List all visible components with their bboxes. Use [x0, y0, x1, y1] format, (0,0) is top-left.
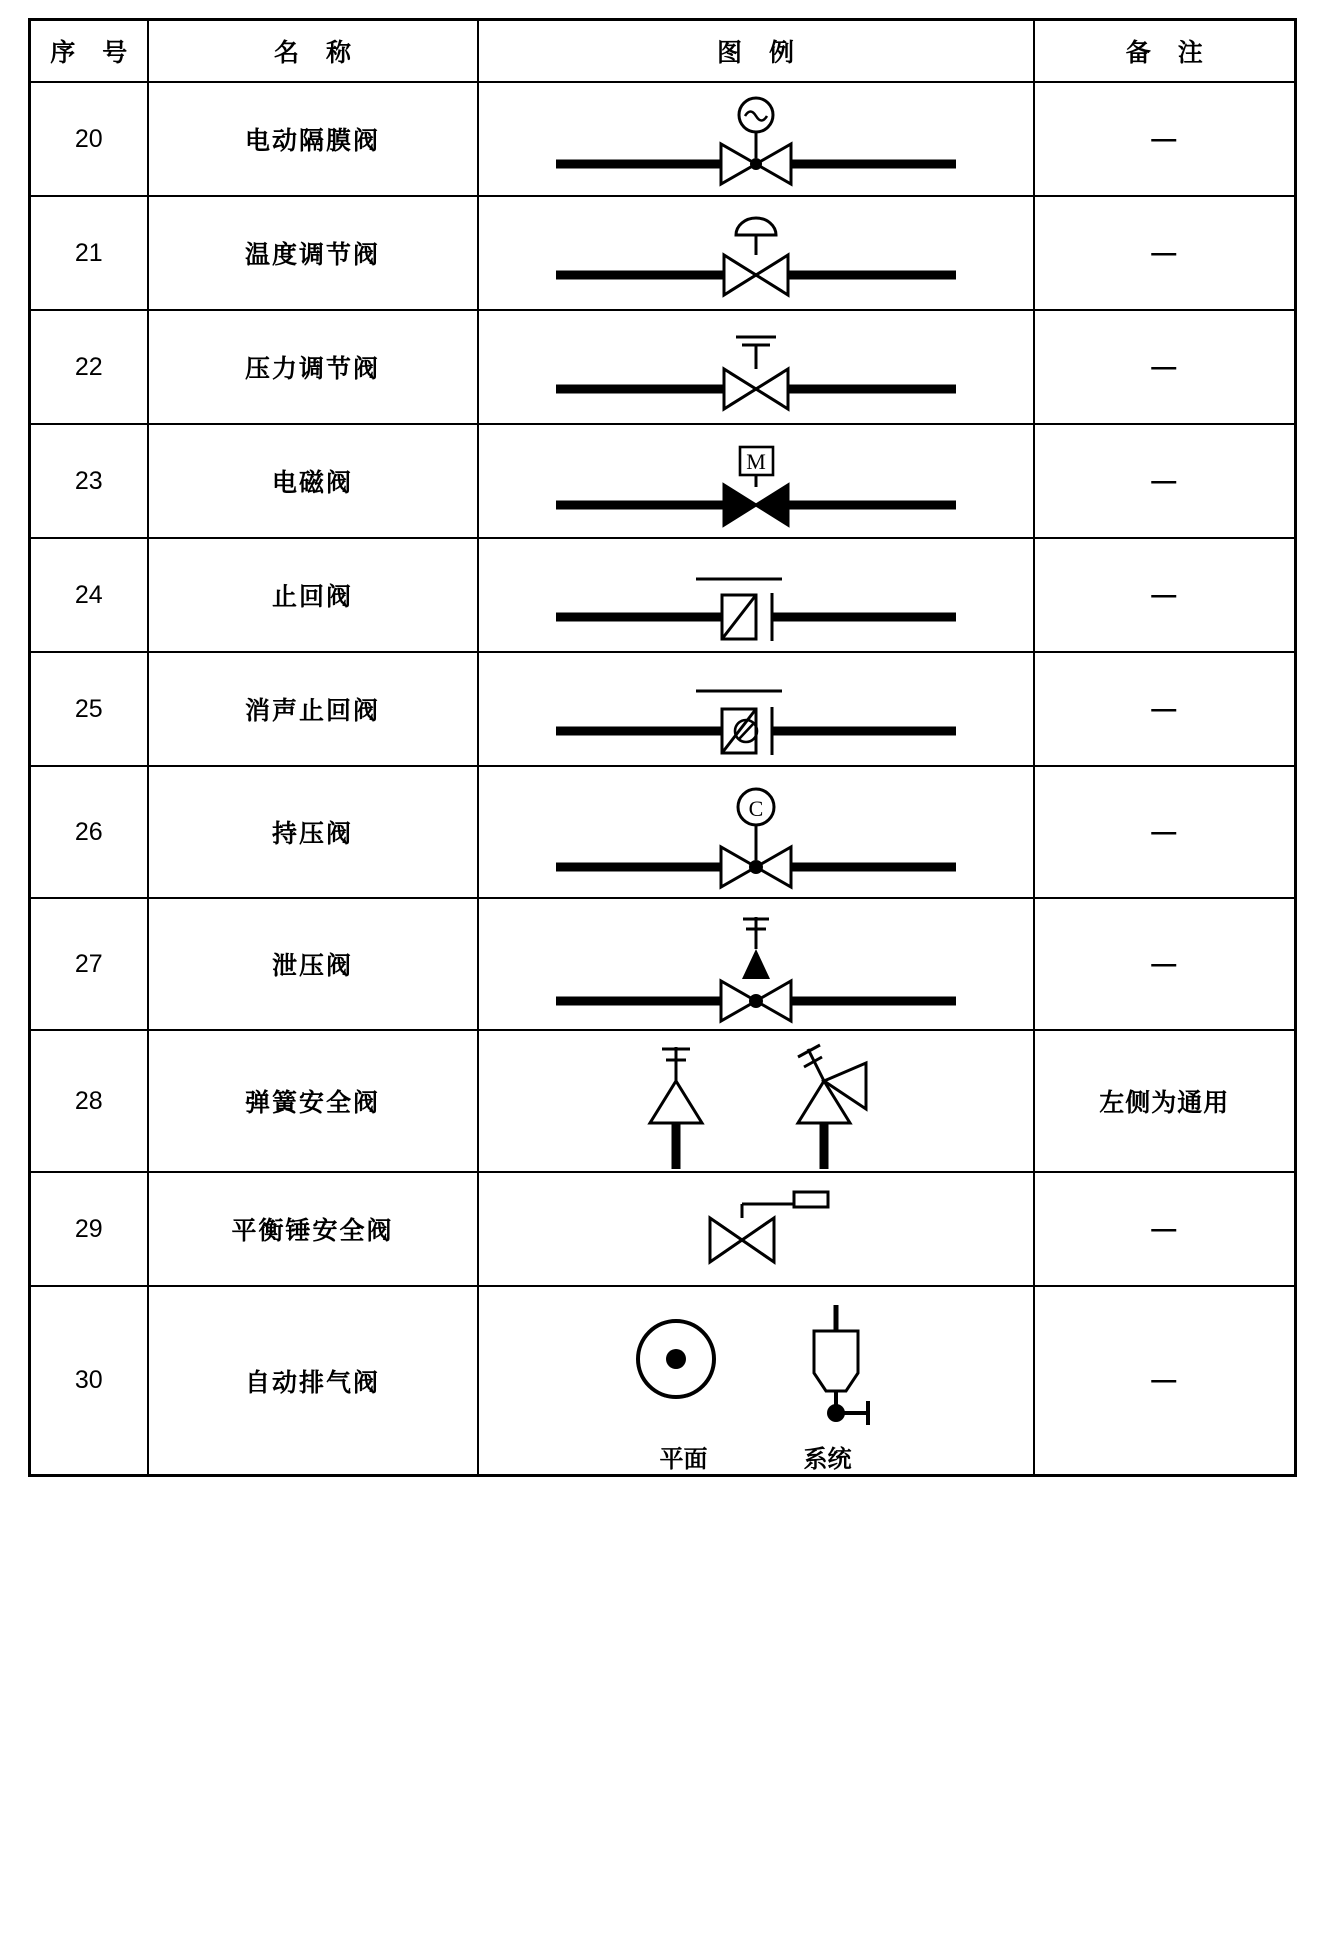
table-row — [30, 898, 1296, 1030]
caption-system: 系统 — [803, 1446, 852, 1473]
row-name: 温度调节阀 — [148, 196, 478, 310]
symbol-temperature-regulating-valve — [478, 196, 1034, 310]
column-header-no: 序 号 — [30, 20, 148, 83]
valve-legend-table — [28, 18, 1297, 1477]
row-name: 消声止回阀 — [148, 652, 478, 766]
svg-text:M: M — [745, 449, 766, 474]
row-name: 平衡锤安全阀 — [148, 1172, 478, 1286]
caption-plan: 平面 — [659, 1446, 708, 1473]
symbol-motorized-diaphragm-valve — [478, 82, 1034, 196]
row-no: 23 — [30, 424, 148, 538]
row-no: 27 — [30, 898, 148, 1030]
row-note: — — [1034, 424, 1296, 538]
symbol-pressure-sustaining-valve — [478, 766, 1034, 898]
table-row — [30, 766, 1296, 898]
column-header-note: 备 注 — [1034, 20, 1296, 83]
row-note: — — [1034, 538, 1296, 652]
row-note: — — [1034, 310, 1296, 424]
row-no: 25 — [30, 652, 148, 766]
table-row — [30, 196, 1296, 310]
table-row — [30, 652, 1296, 766]
table-row — [30, 1030, 1296, 1172]
row-name: 止回阀 — [148, 538, 478, 652]
symbol-counterweight-safety-valve — [478, 1172, 1034, 1286]
row-name: 压力调节阀 — [148, 310, 478, 424]
svg-text:C: C — [748, 796, 763, 821]
symbol-automatic-air-release-valve — [478, 1286, 1034, 1476]
row-no: 22 — [30, 310, 148, 424]
symbol-pressure-regulating-valve — [478, 310, 1034, 424]
table-row — [30, 82, 1296, 196]
row-note: 左侧为通用 — [1034, 1030, 1296, 1172]
row-note: — — [1034, 196, 1296, 310]
row-no: 26 — [30, 766, 148, 898]
row-name: 泄压阀 — [148, 898, 478, 1030]
row-name: 电磁阀 — [148, 424, 478, 538]
symbol-solenoid-valve — [478, 424, 1034, 538]
row-note: — — [1034, 1286, 1296, 1476]
row-no: 24 — [30, 538, 148, 652]
symbol-spring-safety-valve — [478, 1030, 1034, 1172]
symbol-pressure-relief-valve — [478, 898, 1034, 1030]
row-no: 28 — [30, 1030, 148, 1172]
row-no: 30 — [30, 1286, 148, 1476]
row-name: 弹簧安全阀 — [148, 1030, 478, 1172]
column-header-name: 名 称 — [148, 20, 478, 83]
table-header-row — [30, 20, 1296, 83]
row-name: 电动隔膜阀 — [148, 82, 478, 196]
symbol-check-valve — [478, 538, 1034, 652]
row-note: — — [1034, 1172, 1296, 1286]
row-note: — — [1034, 766, 1296, 898]
row-note: — — [1034, 898, 1296, 1030]
row-name: 自动排气阀 — [148, 1286, 478, 1476]
row-no: 20 — [30, 82, 148, 196]
row-no: 29 — [30, 1172, 148, 1286]
row-name: 持压阀 — [148, 766, 478, 898]
row-no: 21 — [30, 196, 148, 310]
table-row — [30, 424, 1296, 538]
row-note: — — [1034, 652, 1296, 766]
row-note: — — [1034, 82, 1296, 196]
table-row — [30, 310, 1296, 424]
table-row — [30, 1172, 1296, 1286]
symbol-silent-check-valve — [478, 652, 1034, 766]
column-header-symbol: 图 例 — [478, 20, 1034, 83]
table-row — [30, 538, 1296, 652]
table-row — [30, 1286, 1296, 1476]
